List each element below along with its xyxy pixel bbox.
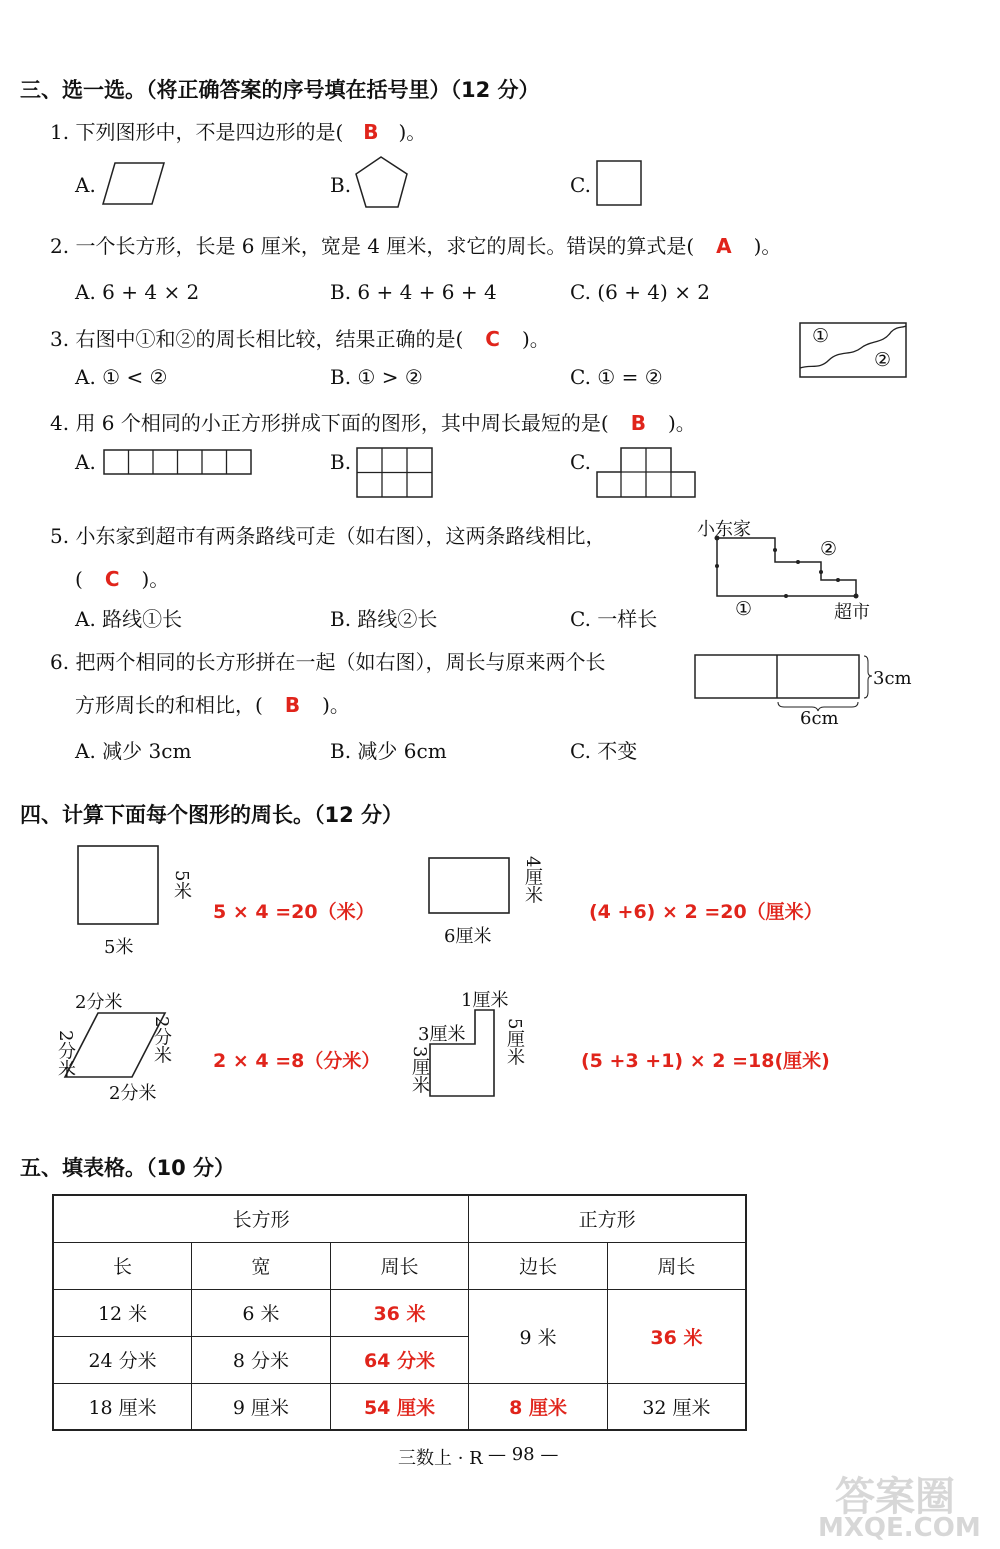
cell-square-side: 9 米 [469,1289,608,1383]
cell-length: 24 分米 [53,1336,192,1383]
cell-width: 8 分米 [192,1336,331,1383]
q3-opt-b: B. ① > ② [330,365,423,389]
q6-opt-c: C. 不变 [570,739,638,763]
group-header-rectangle: 长方形 [53,1195,469,1242]
s4-fig1-bottom-label: 5米 [104,937,134,958]
q1-opt-c: C. [570,173,591,197]
q6-line2 [75,689,350,718]
cell-square-side-answer: 8 厘米 [469,1383,608,1430]
table-row [53,1383,746,1430]
q3-stem-text: 3. 右图中①和②的周长相比较，结果正确的是( [50,327,464,351]
q1-close: )。 [398,120,427,144]
cell-perimeter-answer: 54 厘米 [330,1383,469,1430]
s4-square-figure [77,845,161,927]
cell-width: 9 厘米 [192,1383,331,1430]
q4-figure-a-row-of-six [103,449,255,477]
q5-route-map [710,530,870,605]
s4-fig3-left-label: 2分米 [55,1030,76,1078]
q2-close: )。 [753,234,782,258]
q6-stem: 6. 把两个相同的长方形拼在一起（如右图），周长与原来两个长 [50,650,606,674]
q6-width-label: 6cm [800,708,839,729]
q5-home-label: 小东家 [697,519,751,540]
section3-title: 三、选一选。（将正确答案的序号填在括号里）（12 分） [20,78,540,102]
q1-opt-b: B. [330,173,352,197]
q6-joined-rectangles-figure [694,654,869,712]
s4-fig1-calc: 5 × 4 =20（米） [213,901,375,923]
q6-answer: B [284,693,301,717]
q3-label-2: ② [874,349,892,371]
q5-answer: C [104,567,120,591]
section4-title: 四、计算下面每个图形的周长。（12 分） [20,803,404,827]
col-header-length: 长 [53,1242,192,1289]
perimeter-table [52,1194,747,1431]
s4-fig2-calc: (4 +6) × 2 =20（厘米） [589,901,823,923]
s4-fig3-calc: 2 × 4 =8（分米） [213,1050,381,1072]
q3-stem [50,323,550,352]
cell-square-perimeter-answer: 36 米 [607,1289,746,1383]
table-col-header-row [53,1242,746,1289]
cell-length: 12 米 [53,1289,192,1336]
q4-opt-b: B. [330,450,352,474]
col-header-side: 边长 [469,1242,608,1289]
q6-opt-a: A. 减少 3cm [75,739,192,763]
q5-market-label: 超市 [834,602,870,623]
q4-figure-c-step [596,447,700,500]
watermark-logo: 答案圈 [835,1474,955,1520]
q2-stem [50,230,781,259]
q4-opt-c: C. [570,450,591,474]
watermark-site: MXQE.COM [818,1513,981,1543]
table-row [53,1289,746,1336]
q6-close: )。 [322,693,350,717]
s4-fig3-bottom-label: 2分米 [109,1083,157,1104]
footer-page-number: — 98 — [488,1444,559,1465]
q4-answer: B [630,411,646,435]
pentagon-figure [353,154,413,214]
q3-opt-a: A. ① < ② [75,365,168,389]
q5-route1-label: ① [735,598,753,620]
s4-fig1-side-label: 5米 [171,870,192,900]
s4-fig2-side-label: 4厘米 [522,856,543,904]
s4-fig3-top-label: 2分米 [75,992,123,1013]
q3-opt-c: C. ① = ② [570,365,663,389]
s4-fig4-calc: (5 +3 +1) × 2 =18(厘米) [581,1050,830,1072]
q5-route2-label: ② [820,538,838,560]
table-group-header-row [53,1195,746,1242]
q6-opt-b: B. 减少 6cm [330,739,447,763]
cell-length: 18 厘米 [53,1383,192,1430]
q3-label-1: ① [812,325,830,347]
cell-perimeter-answer: 64 分米 [330,1336,469,1383]
s4-fig4-inner-label: 3厘米 [418,1024,466,1045]
q5-stem: 5. 小东家到超市有两条路线可走（如右图），这两条路线相比， [50,524,606,548]
parallelogram-figure [100,160,170,208]
s4-rectangle-figure [428,857,512,917]
square-figure [596,160,644,208]
q5-line2 [75,563,169,592]
section5-title: 五、填表格。（10 分） [20,1156,236,1180]
q3-answer: C [485,327,500,351]
q6-line2-text: 方形周长的和相比，( [75,693,263,717]
s4-fig4-left-label: 3厘米 [409,1046,430,1094]
q1-answer: B [363,120,379,144]
q3-close: )。 [521,327,550,351]
q5-open: ( [75,567,83,591]
q2-opt-a: A. 6 + 4 × 2 [75,280,200,304]
col-header-width: 宽 [192,1242,331,1289]
q6-height-label: 3cm [873,668,912,689]
q4-stem-text: 4. 用 6 个相同的小正方形拼成下面的图形，其中周长最短的是( [50,411,609,435]
q4-close: )。 [667,411,696,435]
col-header-rect-perimeter: 周长 [330,1242,469,1289]
q5-opt-c: C. 一样长 [570,607,658,631]
q2-answer: A [716,234,732,258]
q2-opt-b: B. 6 + 4 + 6 + 4 [330,280,497,304]
q4-opt-a: A. [75,450,96,474]
q5-close: )。 [141,567,170,591]
q2-opt-c: C. (6 + 4) × 2 [570,280,711,304]
footer-book-label: 三数上 · R [398,1448,483,1469]
q1-opt-a: A. [75,173,96,197]
s4-fig4-top-label: 1厘米 [461,990,509,1011]
s4-fig2-bottom-label: 6厘米 [444,926,492,947]
s4-fig3-right-label: 2分米 [151,1016,172,1064]
q4-stem [50,407,696,436]
cell-square-perimeter: 32 厘米 [607,1383,746,1430]
q2-stem-text: 2. 一个长方形，长是 6 厘米，宽是 4 厘米，求它的周长。错误的算式是( [50,234,695,258]
q1-stem-text: 1. 下列图形中，不是四边形的是( [50,120,344,144]
q1-stem [50,116,426,145]
q5-opt-b: B. 路线②长 [330,607,438,631]
group-header-square: 正方形 [469,1195,746,1242]
q4-figure-b-2x3 [356,447,436,500]
q5-opt-a: A. 路线①长 [75,607,183,631]
cell-width: 6 米 [192,1289,331,1336]
s4-fig4-right-label: 5厘米 [504,1018,525,1066]
col-header-square-perimeter: 周长 [607,1242,746,1289]
cell-perimeter-answer: 36 米 [330,1289,469,1336]
